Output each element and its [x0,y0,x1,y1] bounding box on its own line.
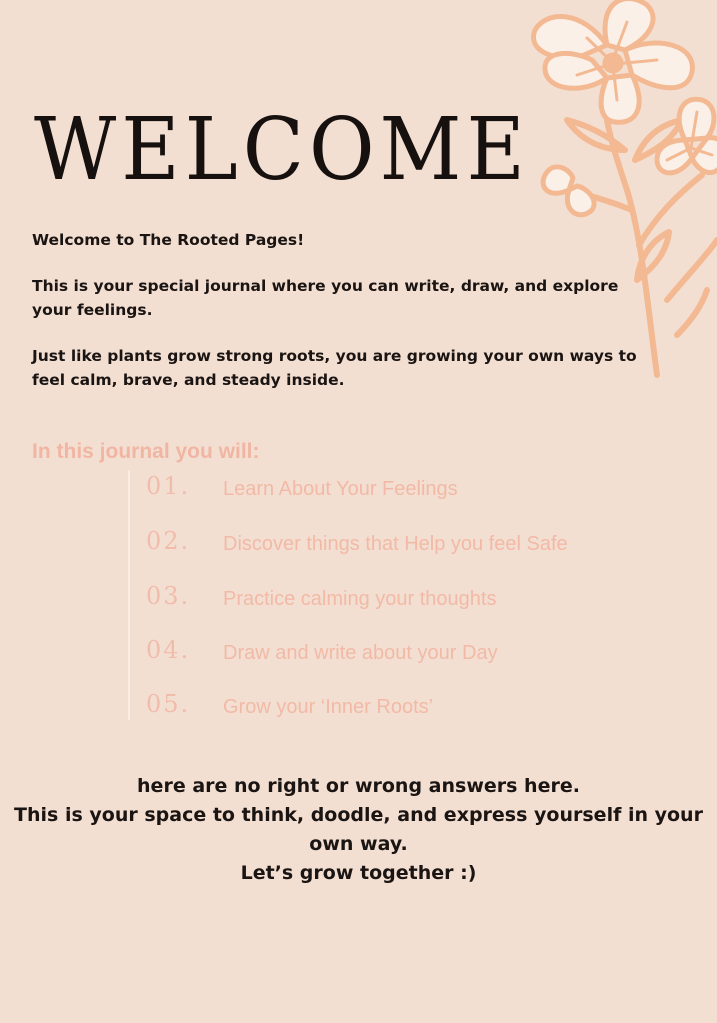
list-item-text: Learn About Your Feelings [223,478,458,500]
list-item [146,582,666,618]
intro-paragraph: This is your special journal where you can write, draw, and explore your feelings. [32,277,619,319]
closing-line: own way. [309,833,408,855]
list-item-text: Draw and write about your Day [223,642,498,664]
list-item [146,636,666,672]
list-item-number: 03. [146,582,191,610]
closing-line: here are no right or wrong answers here. [137,775,580,797]
list-item [146,472,666,508]
list-item-number: 04. [146,636,191,664]
list-divider [128,470,130,720]
list-item-text: Discover things that Help you feel Safe [223,533,568,555]
list-item-text: Practice calming your thoughts [223,588,497,610]
closing-message [0,772,717,888]
closing-line: This is your space to think, doodle, and express yourself in your [14,804,703,826]
list-item-number: 01. [146,472,191,500]
list-item [146,527,666,563]
list-item [146,690,666,726]
list-item-number: 02. [146,527,191,555]
closing-line: Let’s grow together :) [240,862,477,884]
intro-text [32,228,647,414]
intro-paragraph: Welcome to The Rooted Pages! [32,231,305,249]
list-item-number: 05. [146,690,191,718]
intro-paragraph: Just like plants grow strong roots, you are growing your own ways to feel calm, brave, and steady inside. [32,347,637,389]
page-title: WELCOME [34,99,530,200]
list-item-text: Grow your ‘Inner Roots’ [223,696,434,718]
list-heading: In this journal you will: [32,440,260,463]
